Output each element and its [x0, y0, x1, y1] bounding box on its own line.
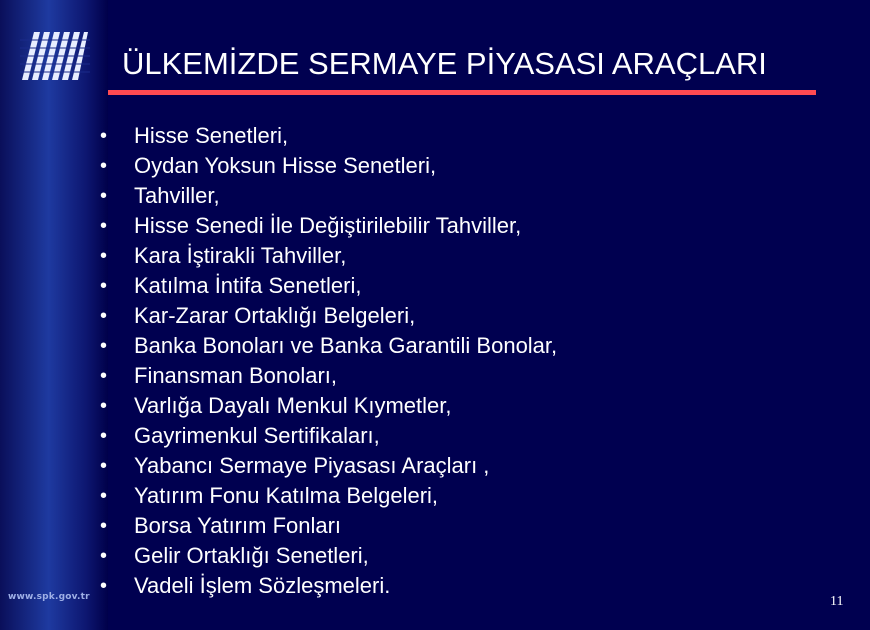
list-item — [100, 541, 557, 571]
list-item — [100, 241, 557, 271]
bullet-icon: • — [100, 515, 108, 537]
spk-logo-icon — [20, 30, 90, 82]
list-item-text: Yabancı Sermaye Piyasası Araçları , — [134, 453, 490, 478]
list-item — [100, 331, 557, 361]
bullet-icon: • — [100, 215, 108, 237]
bullet-icon: • — [100, 545, 108, 567]
bullet-icon: • — [100, 425, 108, 447]
website-url: www.spk.gov.tr — [8, 592, 90, 602]
list-item — [100, 151, 557, 181]
list-item-text: Finansman Bonoları, — [134, 363, 337, 388]
bullet-icon: • — [100, 305, 108, 327]
bullet-icon: • — [100, 365, 108, 387]
bullet-icon: • — [100, 455, 108, 477]
list-item — [100, 301, 557, 331]
list-item — [100, 121, 557, 151]
sidebar-gradient — [0, 0, 108, 630]
list-item-text: Kara İştirakli Tahviller, — [134, 243, 347, 268]
list-item-text: Hisse Senetleri, — [134, 123, 289, 148]
list-item — [100, 271, 557, 301]
bullet-icon: • — [100, 125, 108, 147]
list-item-text: Hisse Senedi İle Değiştirilebilir Tahviller, — [134, 213, 522, 238]
list-item-text: Vadeli İşlem Sözleşmeleri. — [134, 573, 391, 598]
bullet-list — [100, 121, 557, 601]
list-item-text: Oydan Yoksun Hisse Senetleri, — [134, 153, 437, 178]
list-item — [100, 361, 557, 391]
bullet-icon: • — [100, 575, 108, 597]
list-item — [100, 421, 557, 451]
list-item — [100, 481, 557, 511]
bullet-icon: • — [100, 155, 108, 177]
list-item — [100, 211, 557, 241]
list-item-text: Borsa Yatırım Fonları — [134, 513, 342, 538]
list-item-text: Banka Bonoları ve Banka Garantili Bonolar, — [134, 333, 558, 358]
list-item — [100, 571, 557, 601]
list-item — [100, 181, 557, 211]
list-item-text: Gayrimenkul Sertifikaları, — [134, 423, 380, 448]
list-item-text: Varlığa Dayalı Menkul Kıymetler, — [134, 393, 452, 418]
list-item — [100, 511, 557, 541]
list-item-text: Tahviller, — [134, 183, 220, 208]
bullet-icon: • — [100, 275, 108, 297]
page-number: 11 — [830, 594, 844, 609]
list-item — [100, 391, 557, 421]
bullet-icon: • — [100, 245, 108, 267]
bullet-icon: • — [100, 395, 108, 417]
bullet-icon: • — [100, 485, 108, 507]
title-underline — [108, 90, 816, 95]
list-item-text: Yatırım Fonu Katılma Belgeleri, — [134, 483, 439, 508]
list-item-text: Gelir Ortaklığı Senetleri, — [134, 543, 369, 568]
bullet-icon: • — [100, 185, 108, 207]
list-item-text: Katılma İntifa Senetleri, — [134, 273, 362, 298]
slide-title: ÜLKEMİZDE SERMAYE PİYASASI ARAÇLARI — [122, 46, 767, 81]
list-item — [100, 451, 557, 481]
bullet-icon: • — [100, 335, 108, 357]
list-item-text: Kar-Zarar Ortaklığı Belgeleri, — [134, 303, 416, 328]
